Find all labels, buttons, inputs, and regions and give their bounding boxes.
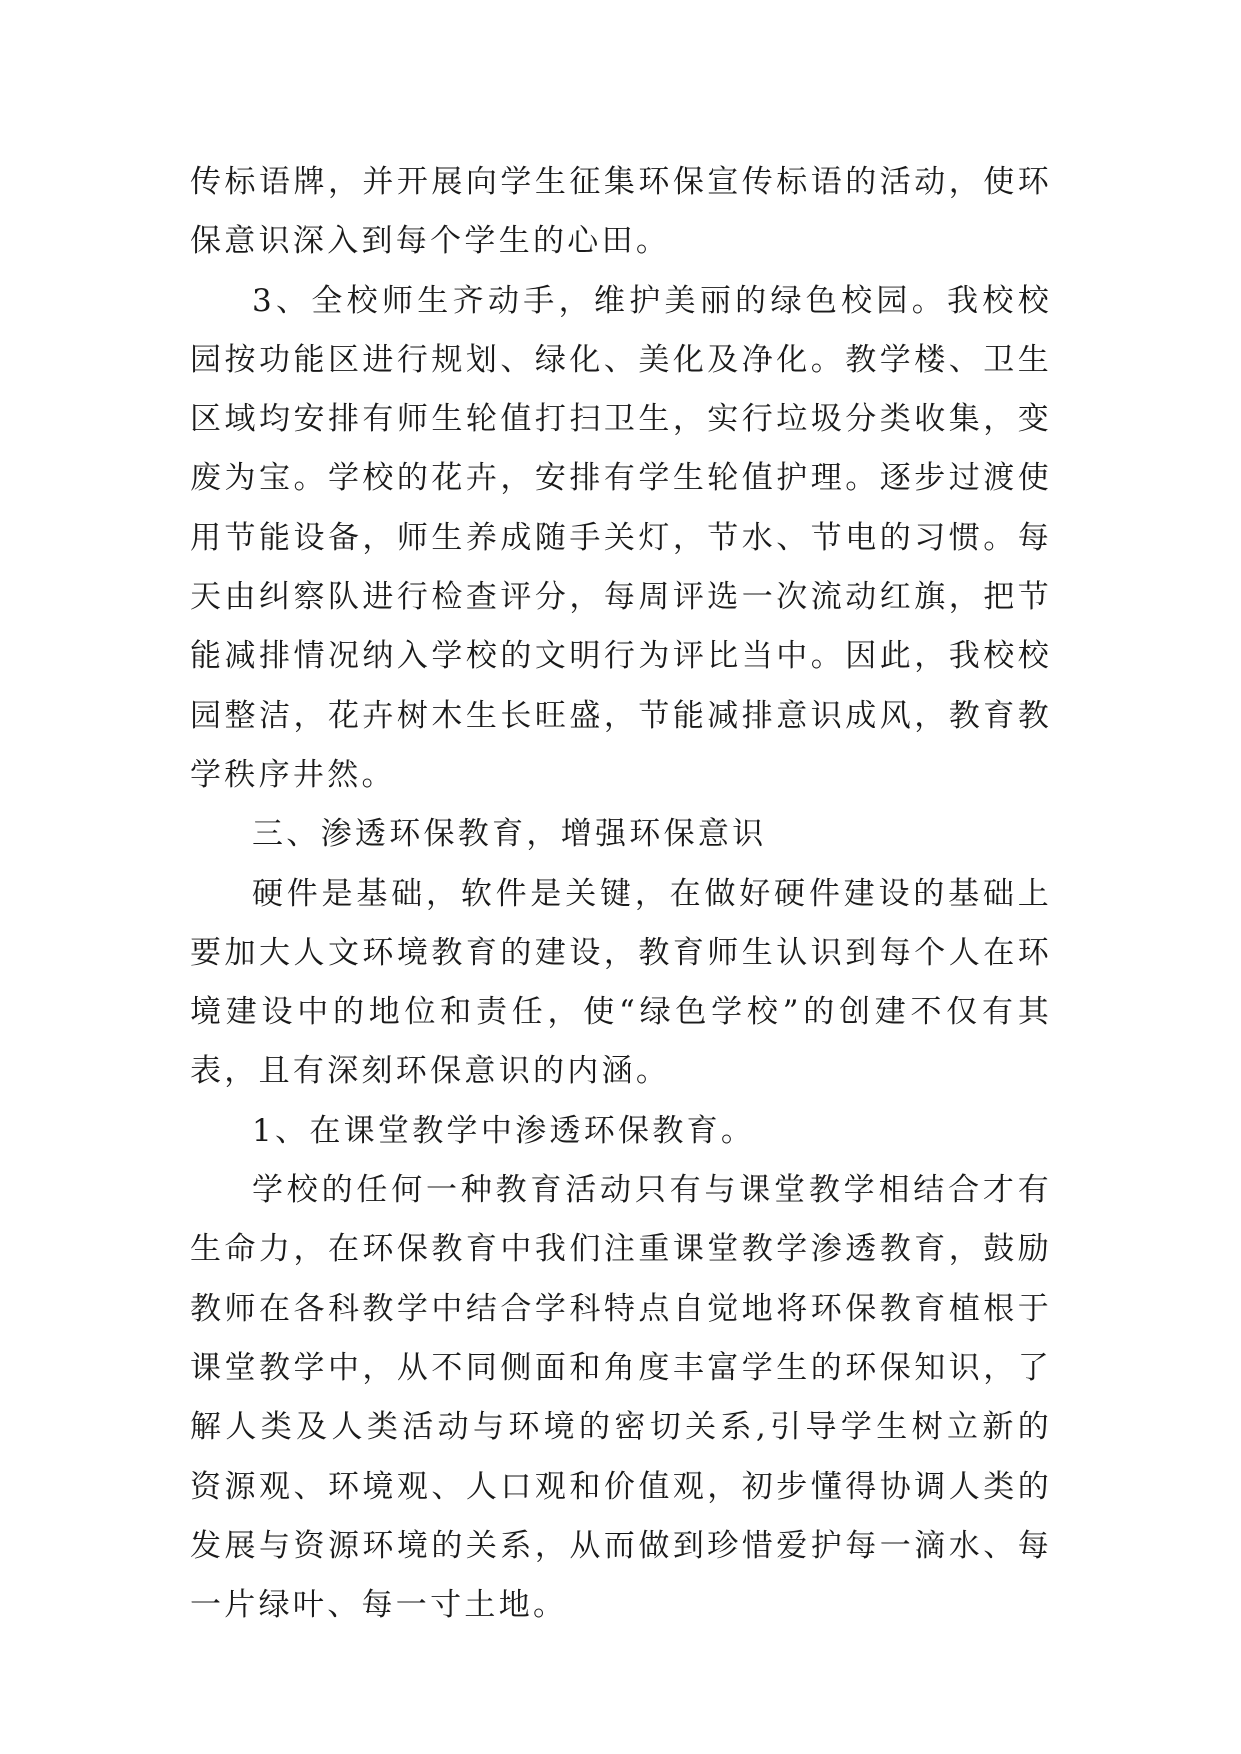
paragraph-classroom-education: 学校的任何一种教育活动只有与课堂教学相结合才有生命力，在环保教育中我们注重课堂教学渗透教育，鼓励教师在各科教学中结合学科特点自觉地将环保教育植根于课堂教学中，从不同侧面和角度丰富学生的环保知识，了解人类及人类活动与环境的密切关系,引导学生树立新的资源观、环境观、人口观和价值观，初步懂得协调人类的发展与资源环境的关系，从而做到珍惜爱护每一滴水、每一片绿叶、每一寸土地。 (190, 1172, 1052, 1624)
document-body (190, 153, 1052, 1635)
subheading-classroom-teaching: 1、在课堂教学中渗透环保教育。 (252, 1112, 756, 1149)
section-heading-environmental-education: 三、渗透环保教育，增强环保意识 (252, 816, 767, 853)
paragraph-hardware-software: 硬件是基础，软件是关键，在做好硬件建设的基础上要加大人文环境教育的建设，教育师生认识到每个人在环境建设中的地位和责任，使“绿色学校”的创建不仅有其表，且有深刻环保意识的内涵。 (190, 875, 1052, 1090)
paragraph-continuation: 传标语牌，并开展向学生征集环保宣传标语的活动，使环保意识深入到每个学生的心田。 (190, 164, 1052, 260)
paragraph-campus-maintenance: 3、全校师生齐动手，维护美丽的绿色校园。我校校园按功能区进行规划、绿化、美化及净化。教学楼、卫生区域均安排有师生轮值打扫卫生，实行垃圾分类收集，变废为宝。学校的花卉，安排有学生轮值护理。逐步过渡使用节能设备，师生养成随手关灯，节水、节电的习惯。每天由纠察队进行检查评分，每周评选一次流动红旗，把节能减排情况纳入学校的文明行为评比当中。因此，我校校园整洁，花卉树木生长旺盛，节能减排意识成风，教育教学秩序井然。 (190, 282, 1052, 793)
